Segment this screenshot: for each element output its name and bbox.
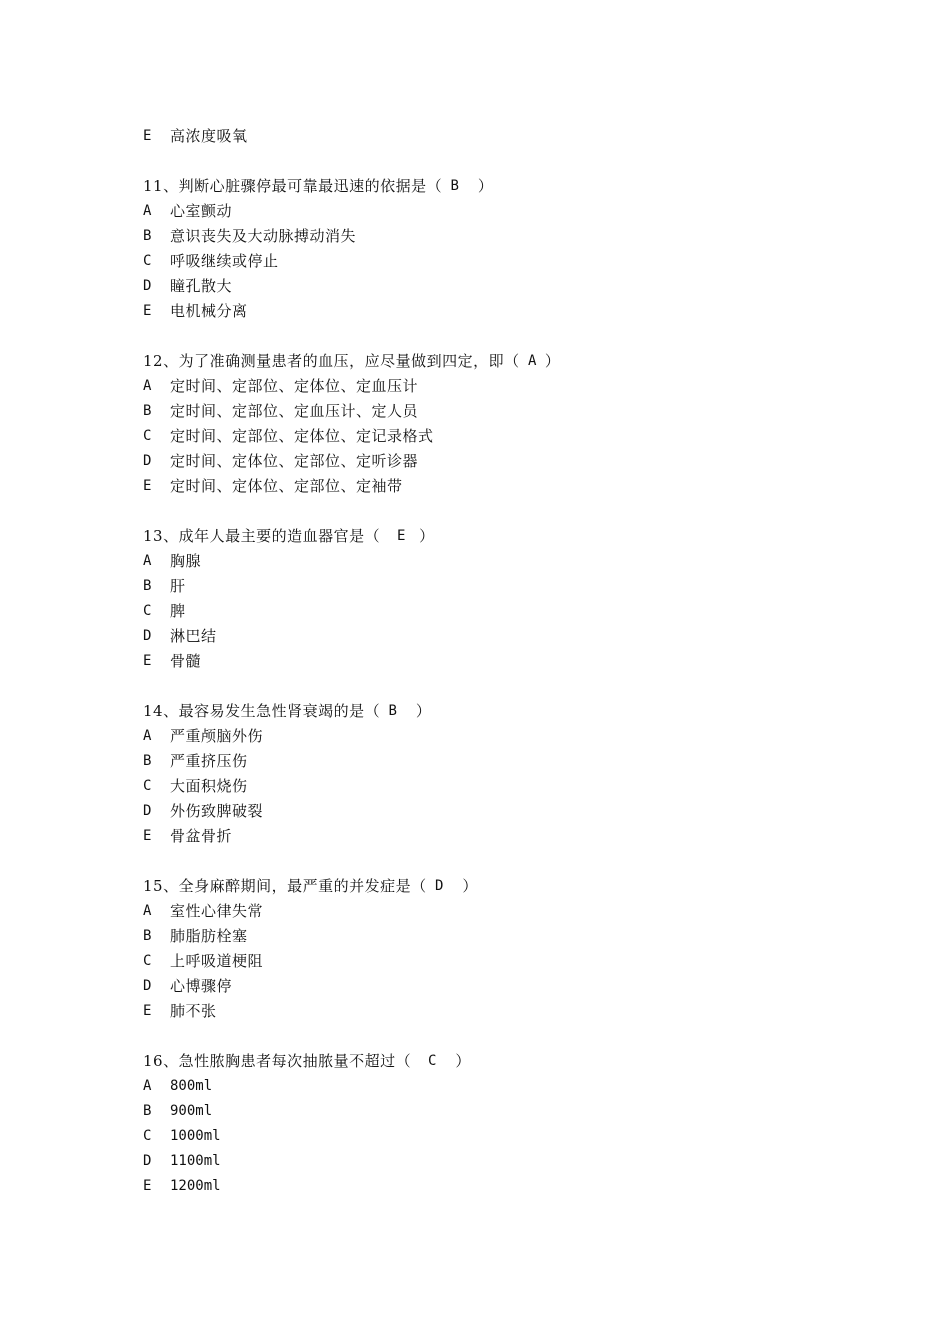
option-letter: D [143,803,152,819]
option-line [143,824,843,849]
question-close: ） [413,527,435,545]
option-text: 大面积烧伤 [170,777,248,795]
option-text: 定时间、定部位、定体位、定记录格式 [170,427,434,445]
spacer [143,499,843,524]
spacer [143,849,843,874]
option-text: 意识丧失及大动脉搏动消失 [170,227,357,245]
option-text: 心博骤停 [170,977,233,995]
spacer [143,324,843,349]
option-line [143,774,843,799]
option-text: 800ml [170,1078,213,1094]
option-line [143,449,843,474]
option-line [143,249,843,274]
option-line [143,749,843,774]
spacer [143,149,843,174]
option-letter: D [143,628,152,644]
option-line [143,199,843,224]
question-stem [143,874,843,899]
option-letter: C [143,778,152,794]
question-answer: C [411,1053,445,1069]
question-answer: B [380,703,406,719]
option-letter: E [143,303,152,319]
question-answer: B [442,178,468,194]
option-line [143,624,843,649]
question-stem [143,1049,843,1074]
option-letter: D [143,1153,152,1169]
option-letter: E [143,128,152,144]
option-text: 900ml [170,1103,213,1119]
question-answer: D [426,878,452,894]
option-line [143,274,843,299]
option-line [143,474,843,499]
option-letter: A [143,903,152,919]
option-line [143,374,843,399]
option-line [143,999,843,1024]
option-line [143,924,843,949]
option-letter: D [143,978,152,994]
option-letter: C [143,253,152,269]
option-text: 严重挤压伤 [170,752,248,770]
option-line [143,1074,843,1099]
option-letter: B [143,578,152,594]
spacer [143,674,843,699]
option-letter: A [143,1078,152,1094]
option-line [143,799,843,824]
question-close: ） [544,352,561,370]
option-letter: C [143,603,152,619]
option-line [143,124,843,149]
question-text: 16、急性脓胸患者每次抽脓量不超过（ [143,1052,412,1070]
option-text: 定时间、定部位、定血压计、定人员 [170,402,419,420]
option-letter: C [143,953,152,969]
option-letter: C [143,1128,152,1144]
question-text: 12、为了准确测量患者的血压，应尽量做到四定，即（ [143,352,520,370]
option-text: 室性心律失常 [170,902,264,920]
option-letter: A [143,553,152,569]
option-line [143,949,843,974]
question-list [143,124,843,1199]
spacer [143,1024,843,1049]
option-line [143,549,843,574]
option-letter: E [143,828,152,844]
option-letter: D [143,278,152,294]
option-text: 1000ml [170,1128,221,1144]
option-text: 脾 [170,602,186,620]
option-text: 严重颅脑外伤 [170,727,264,745]
option-letter: E [143,1178,152,1194]
option-text: 上呼吸道梗阻 [170,952,264,970]
question-stem [143,174,843,199]
option-letter: B [143,228,152,244]
question-stem [143,699,843,724]
question-close: ） [405,702,432,720]
question-close: ） [444,1052,471,1070]
question-text: 11、判断心脏骤停最可靠最迅速的依据是（ [143,177,443,195]
option-line [143,1174,843,1199]
option-line [143,574,843,599]
option-letter: E [143,653,152,669]
option-text: 骨盆骨折 [170,827,233,845]
option-line [143,724,843,749]
option-line [143,224,843,249]
option-letter: A [143,378,152,394]
option-line [143,899,843,924]
question-close: ） [451,877,478,895]
question-answer: A [519,353,545,369]
option-text: 肺脂肪栓塞 [170,927,248,945]
option-letter: B [143,753,152,769]
option-letter: B [143,403,152,419]
option-text: 肺不张 [170,1002,217,1020]
option-text: 定时间、定部位、定体位、定血压计 [170,377,419,395]
option-text: 心室颤动 [170,202,233,220]
option-letter: A [143,728,152,744]
question-text: 14、最容易发生急性肾衰竭的是（ [143,702,381,720]
question-close: ） [467,177,494,195]
option-text: 呼吸继续或停止 [170,252,279,270]
option-letter: B [143,1103,152,1119]
option-letter: E [143,1003,152,1019]
option-text: 瞳孔散大 [170,277,233,295]
option-line [143,974,843,999]
option-text: 高浓度吸氧 [170,127,248,145]
option-text: 胸腺 [170,552,202,570]
option-text: 1200ml [170,1178,221,1194]
option-text: 骨髓 [170,652,202,670]
option-text: 定时间、定体位、定部位、定袖带 [170,477,403,495]
option-text: 定时间、定体位、定部位、定听诊器 [170,452,419,470]
question-text: 13、成年人最主要的造血器官是（ [143,527,381,545]
question-text: 15、全身麻醉期间，最严重的并发症是（ [143,877,427,895]
option-text: 淋巴结 [170,627,217,645]
option-line [143,299,843,324]
question-answer: E [380,528,414,544]
option-line [143,1124,843,1149]
option-letter: D [143,453,152,469]
option-text: 1100ml [170,1153,221,1169]
option-line [143,1149,843,1174]
option-letter: B [143,928,152,944]
option-line [143,424,843,449]
option-line [143,1099,843,1124]
option-text: 电机械分离 [170,302,248,320]
question-stem [143,524,843,549]
question-stem [143,349,843,374]
option-letter: E [143,478,152,494]
option-text: 外伤致脾破裂 [170,802,264,820]
option-text: 肝 [170,577,186,595]
option-line [143,399,843,424]
option-letter: A [143,203,152,219]
option-letter: C [143,428,152,444]
option-line [143,649,843,674]
option-line [143,599,843,624]
